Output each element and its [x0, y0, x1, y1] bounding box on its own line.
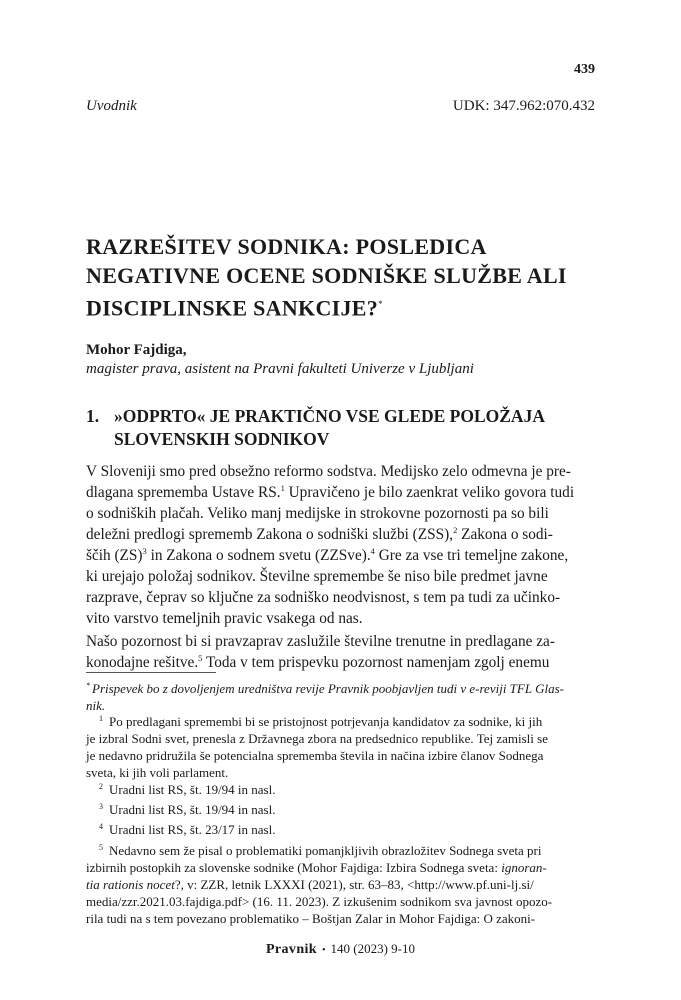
text-span: Zakona o sodi- — [457, 526, 553, 543]
text-span: izbirnih postopkih za slovenske sodnike (Mohor Fajdiga: Izbira Sodnega sveta: — [86, 860, 502, 875]
text-line — [86, 876, 595, 893]
text-line: media/zzr.2021.03.fajdiga.pdf> (16. 11. 2023). Z izkušenim sodnikom sva javnost opozo- — [86, 894, 553, 909]
text-span: ščih (ZS) — [86, 547, 143, 564]
text-line — [86, 821, 595, 838]
udk-code: UDK: 347.962:070.432 — [452, 98, 595, 114]
section-heading — [86, 405, 601, 451]
footnote-1 — [86, 713, 595, 781]
text-line — [86, 801, 595, 818]
text-span: Po predlagani spremembi bi se pristojnost potrjevanja kandidatov za sodnike, ki jih — [109, 714, 543, 729]
page-number: 439 — [574, 62, 595, 77]
page-footer — [0, 941, 681, 958]
text-line: je izbral Sodni svet, prenesla z Državnega zbora na predsednico republike. Tej zamisli se — [86, 731, 548, 746]
running-header — [86, 98, 595, 115]
text-span: Uradni list RS, št. 23/17 in nasl. — [109, 822, 276, 837]
text-span: deležni predlogi sprememb Zakona o sodniški službi (ZSS), — [86, 526, 454, 543]
author-name: Mohor Fajdiga, — [86, 342, 187, 358]
footnote-mark: * — [86, 680, 90, 690]
text-line — [86, 781, 595, 798]
text-span: Uradni list RS, št. 19/94 in nasl. — [109, 782, 276, 797]
footnote-mark: 1 — [99, 713, 103, 723]
text-span: Prispevek bo z dovoljenjem uredništva revije Pravnik poobjavljen tudi v e-reviji TFL Glas- — [92, 681, 564, 696]
article-title — [86, 232, 601, 322]
section-title-line: SLOVENSKIH SODNIKOV — [114, 429, 330, 449]
text-line — [86, 713, 595, 730]
text-line — [86, 545, 595, 566]
section-title — [114, 405, 545, 451]
text-span: Nedavno sem že pisal o problematiki pomanjkljivih obrazložitev Sodnega sveta pri — [109, 843, 542, 858]
text-line — [86, 680, 595, 697]
text-line: o sodniških plačah. Veliko manj medijske in strokovne pozornosti pa so bili — [86, 505, 549, 522]
footnote-ref[interactable]: 2 — [453, 524, 458, 535]
section-title-line: »ODPRTO« JE PRAKTIČNO VSE GLEDE POLOŽAJA — [114, 406, 545, 426]
footnote-mark: 3 — [99, 801, 103, 811]
footer-separator: • — [322, 944, 326, 956]
text-line — [86, 652, 595, 673]
text-span: Toda v tem prispevku pozornost namenjam zgolj enemu — [202, 654, 550, 671]
body-paragraph-2 — [86, 631, 595, 673]
text-span: tia rationis nocet — [86, 877, 175, 892]
footnote-5 — [86, 842, 595, 927]
text-line: vito varstvo temeljnih pravic vsakega od nas. — [86, 610, 363, 627]
title-line: RAZREŠITEV SODNIKA: POSLEDICA — [86, 234, 487, 259]
text-line — [86, 842, 595, 859]
footnote-star — [86, 680, 595, 714]
journal-name: Pravnik — [265, 942, 317, 957]
text-line: razprave, čeprav so ključne za sodniško neodvisnost, s tem pa tudi za učinko- — [86, 589, 561, 606]
title-line-text: DISCIPLINSKE SANKCIJE? — [86, 295, 379, 321]
text-span: Upravičeno je bilo zaenkrat veliko govora tudi — [284, 484, 575, 501]
footnote-mark: 5 — [99, 842, 103, 852]
text-span: in Zakona o sodnem svetu (ZZSve). — [146, 547, 371, 564]
author-block — [86, 341, 595, 379]
footnote-ref[interactable]: 5 — [198, 652, 203, 663]
text-line: sveta, ki jih voli parlament. — [86, 765, 229, 780]
text-span: ignoran- — [501, 860, 547, 875]
title-footnote-mark: * — [378, 299, 383, 309]
footnote-mark: 4 — [99, 821, 103, 831]
footnote-mark: 2 — [99, 781, 103, 791]
title-line — [86, 290, 601, 322]
footnote-ref[interactable]: 3 — [142, 545, 147, 556]
section-number: 1. — [86, 406, 100, 426]
text-line: ki urejajo položaj sodnikov. Številne spremembe še niso bile predmet javne — [86, 568, 548, 585]
footnote-ref[interactable]: 4 — [370, 545, 375, 556]
footnote-2 — [86, 781, 595, 798]
text-line — [86, 482, 595, 503]
text-line: je nedavno pridružila še potencialna sprememba števila in načina izbire članov Sodnega — [86, 748, 544, 763]
text-line — [86, 859, 595, 876]
footnote-4 — [86, 821, 595, 838]
body-paragraph-1 — [86, 461, 595, 629]
footnote-3 — [86, 801, 595, 818]
text-line: nik. — [86, 698, 106, 713]
text-line: Našo pozornost bi si pravzaprav zaslužile številne trenutne in predlagane za- — [86, 633, 555, 650]
text-span: Uradni list RS, št. 19/94 in nasl. — [109, 802, 276, 817]
text-span: ?, v: ZZR, letnik LXXXI (2021), str. 63–83, <http://www.pf.uni-lj.si/ — [174, 877, 534, 892]
journal-issue: 140 (2023) 9-10 — [330, 941, 416, 956]
text-span: konodajne rešitve. — [86, 654, 199, 671]
text-span: dlagana sprememba Ustave RS. — [86, 484, 281, 501]
footnote-divider — [86, 672, 216, 673]
text-span: Gre za vse tri temeljne zakone, — [374, 547, 569, 564]
title-line: NEGATIVNE OCENE SODNIŠKE SLUŽBE ALI — [86, 263, 567, 288]
footnote-ref[interactable]: 1 — [280, 482, 285, 493]
section-label: Uvodnik — [86, 98, 137, 114]
author-affiliation: magister prava, asistent na Pravni fakulteti Univerze v Ljubljani — [86, 361, 474, 377]
text-line: rila tudi na s tem povezano problematiko – Boštjan Zalar in Mohor Fajdiga: O zakoni- — [86, 911, 536, 926]
text-line — [86, 524, 595, 545]
text-line: V Sloveniji smo pred obsežno reformo sodstva. Medijsko zelo odmevna je pre- — [86, 463, 571, 480]
